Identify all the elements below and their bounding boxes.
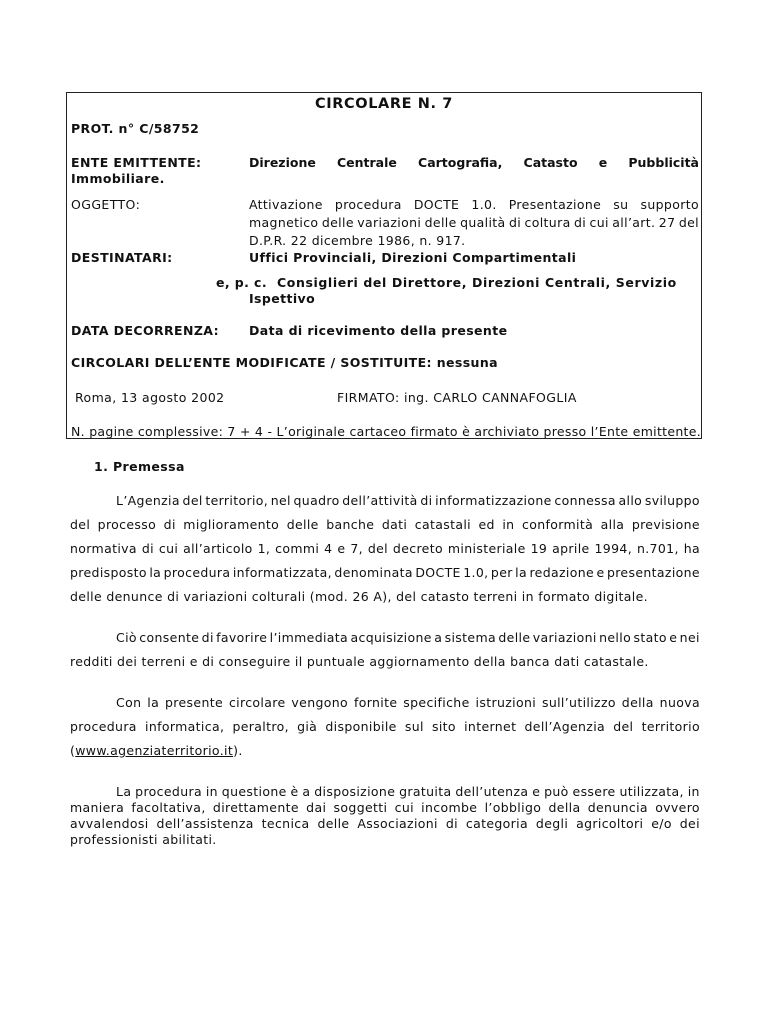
word: favorire bbox=[216, 630, 268, 645]
word: ovvero bbox=[655, 800, 700, 815]
word: nello bbox=[599, 630, 632, 645]
word: informatizzata, bbox=[232, 565, 332, 580]
word: già bbox=[297, 719, 318, 734]
word: normativa bbox=[70, 541, 137, 556]
word: Associazioni bbox=[357, 816, 438, 831]
oggetto-line bbox=[249, 215, 699, 230]
word: dell’assistenza bbox=[156, 816, 254, 831]
paragraph-line bbox=[116, 784, 700, 799]
circolari-modificate: CIRCOLARI DELL’ENTE MODIFICATE / SOSTITUITE: nessuna bbox=[71, 355, 498, 370]
word: nei bbox=[679, 630, 700, 645]
word: nuova bbox=[659, 695, 700, 710]
word: dell’utenza bbox=[455, 784, 529, 799]
destinatari-label: DESTINATARI: bbox=[71, 250, 173, 265]
circular-title: CIRCOLARE N. 7 bbox=[315, 96, 453, 112]
oggetto-line-last: D.P.R. 22 dicembre 1986, n. 917. bbox=[249, 233, 466, 248]
word: degli bbox=[535, 816, 569, 831]
word: dati bbox=[381, 517, 408, 532]
word: l’obbligo bbox=[484, 800, 542, 815]
word: sul bbox=[404, 719, 424, 734]
word: la bbox=[147, 695, 160, 710]
destinatari-value: Uffici Provinciali, Direzioni Compartimentali bbox=[249, 250, 577, 265]
link-paren-open: ( bbox=[70, 743, 76, 758]
word: ha bbox=[683, 541, 700, 556]
paragraph-line-last bbox=[70, 743, 243, 758]
ente-word: Centrale bbox=[336, 155, 397, 170]
paragraph-line bbox=[116, 630, 700, 645]
word: del bbox=[613, 719, 634, 734]
word: categoria bbox=[465, 816, 528, 831]
destinatari-cc: Consiglieri del Direttore, Direzioni Centrali, Servizio bbox=[277, 275, 677, 290]
word: di bbox=[141, 541, 154, 556]
word: coltura bbox=[524, 215, 571, 230]
word: di bbox=[163, 517, 176, 532]
word: dell’attività bbox=[342, 493, 418, 508]
word: avvalendosi bbox=[70, 816, 149, 831]
word: specifiche bbox=[403, 695, 470, 710]
paragraph-line-last: redditi dei terreni e di conseguire il puntuale aggiornamento della banca dati catastale. bbox=[70, 654, 649, 669]
word: processo bbox=[97, 517, 157, 532]
agenzia-website-link[interactable]: www.agenziaterritorio.it bbox=[75, 743, 234, 758]
word: di bbox=[201, 630, 214, 645]
word: incombe bbox=[421, 800, 478, 815]
protocol-number: PROT. n° C/58752 bbox=[71, 121, 200, 136]
word: istruzioni bbox=[475, 695, 537, 710]
word: territorio, bbox=[205, 493, 269, 508]
paragraph-line bbox=[116, 695, 700, 710]
word: di bbox=[420, 493, 433, 508]
word: di bbox=[445, 816, 458, 831]
circular-header-box bbox=[66, 92, 702, 439]
word: stato bbox=[633, 630, 667, 645]
paragraph-line bbox=[70, 517, 700, 532]
word: cui bbox=[589, 215, 609, 230]
word: sito bbox=[432, 719, 456, 734]
word: allo bbox=[618, 493, 643, 508]
word: ministeriale bbox=[447, 541, 526, 556]
word: a bbox=[302, 784, 311, 799]
word: 1994, bbox=[594, 541, 633, 556]
word: a bbox=[434, 630, 443, 645]
word: previsione bbox=[631, 517, 700, 532]
word: banche bbox=[326, 517, 375, 532]
ente-word: e bbox=[598, 155, 608, 170]
word: Ciò bbox=[116, 630, 137, 645]
word: sull’utilizzo bbox=[541, 695, 616, 710]
word: denuncia bbox=[587, 800, 648, 815]
word: e/o bbox=[651, 816, 672, 831]
ente-word: Direzione bbox=[249, 155, 316, 170]
word: variazioni bbox=[532, 630, 597, 645]
ente-word: Cartografia, bbox=[418, 155, 503, 170]
word: 1.0. bbox=[471, 197, 497, 212]
word: del bbox=[678, 215, 699, 230]
destinatari-cc-continued: Ispettivo bbox=[249, 291, 316, 306]
word: procedura bbox=[135, 784, 202, 799]
word: in bbox=[205, 784, 218, 799]
word: connessa bbox=[554, 493, 616, 508]
word: fornite bbox=[353, 695, 398, 710]
word: Con bbox=[116, 695, 142, 710]
word: tecnica bbox=[261, 816, 310, 831]
ente-value bbox=[249, 155, 699, 170]
destinatari-pc-prefix: e, p. c. bbox=[216, 275, 267, 290]
paragraph-line-last: professionisti abilitati. bbox=[70, 832, 217, 847]
word: denominata bbox=[334, 565, 413, 580]
word: magnetico bbox=[249, 215, 319, 230]
word: in bbox=[687, 784, 700, 799]
word: del bbox=[182, 493, 203, 508]
word: alla bbox=[600, 517, 625, 532]
word: aprile bbox=[552, 541, 590, 556]
word: presente bbox=[165, 695, 224, 710]
word: vengono bbox=[291, 695, 349, 710]
word: disposizione bbox=[314, 784, 396, 799]
word: La bbox=[116, 784, 132, 799]
word: conformità bbox=[521, 517, 594, 532]
word: delle bbox=[424, 215, 457, 230]
word: delle bbox=[286, 517, 319, 532]
word: sviluppo bbox=[644, 493, 700, 508]
word: 1.0, bbox=[463, 565, 489, 580]
word: all’articolo bbox=[183, 541, 253, 556]
word: delle bbox=[317, 816, 350, 831]
word: cui bbox=[394, 800, 414, 815]
signed-by: FIRMATO: ing. CARLO CANNAFOGLIA bbox=[337, 390, 577, 405]
word: predisposto bbox=[70, 565, 147, 580]
word: e bbox=[669, 630, 678, 645]
ente-word: Pubblicità bbox=[628, 155, 699, 170]
paragraph-line-last: delle denunce di variazioni colturali (mod. 26 A), del catasto terreni in formato digitale. bbox=[70, 589, 648, 604]
word: sistema bbox=[444, 630, 496, 645]
word: territorio bbox=[641, 719, 700, 734]
word: e bbox=[596, 565, 605, 580]
ente-word: Catasto bbox=[523, 155, 578, 170]
oggetto-line bbox=[249, 197, 699, 212]
oggetto-label: OGGETTO: bbox=[71, 197, 141, 212]
word: L’Agenzia bbox=[116, 493, 180, 508]
word: soggetti bbox=[333, 800, 388, 815]
word: e bbox=[532, 784, 541, 799]
word: del bbox=[367, 541, 389, 556]
word: variazioni bbox=[357, 215, 422, 230]
ente-label: ENTE EMITTENTE: bbox=[71, 155, 202, 170]
word: delle bbox=[498, 630, 531, 645]
word: nel bbox=[270, 493, 291, 508]
word: per bbox=[490, 565, 513, 580]
word: decreto bbox=[392, 541, 443, 556]
word: dell’Agenzia bbox=[524, 719, 606, 734]
place-date: Roma, 13 agosto 2002 bbox=[75, 390, 225, 405]
word: circolare bbox=[228, 695, 286, 710]
link-paren-close: ). bbox=[233, 743, 243, 758]
word: questione bbox=[221, 784, 287, 799]
word: all’art. bbox=[612, 215, 656, 230]
paragraph-line bbox=[70, 541, 700, 556]
word: 7, bbox=[350, 541, 363, 556]
word: internet bbox=[464, 719, 517, 734]
word: 4 bbox=[324, 541, 333, 556]
word: ed bbox=[478, 517, 495, 532]
word: procedura bbox=[163, 565, 231, 580]
oggetto-text bbox=[249, 197, 699, 248]
word: di bbox=[574, 215, 587, 230]
word: DOCTE bbox=[415, 565, 461, 580]
word: procedura bbox=[70, 719, 137, 734]
word: commi bbox=[275, 541, 320, 556]
word: è bbox=[290, 784, 299, 799]
word: facoltativa, bbox=[131, 800, 206, 815]
word: quadro bbox=[293, 493, 340, 508]
word: dai bbox=[306, 800, 327, 815]
word: maniera bbox=[70, 800, 125, 815]
word: su bbox=[613, 197, 629, 212]
word: agricoltori bbox=[576, 816, 644, 831]
word: dei bbox=[679, 816, 700, 831]
word: informatica, bbox=[145, 719, 225, 734]
word: delle bbox=[321, 215, 354, 230]
section-heading: 1. Premessa bbox=[94, 459, 185, 474]
word: della bbox=[621, 695, 654, 710]
word: presentazione bbox=[606, 565, 700, 580]
word: Attivazione bbox=[249, 197, 323, 212]
word: Presentazione bbox=[508, 197, 602, 212]
word: la bbox=[515, 565, 528, 580]
word: può bbox=[544, 784, 569, 799]
word: la bbox=[149, 565, 162, 580]
word: qualità bbox=[460, 215, 506, 230]
word: della bbox=[548, 800, 581, 815]
word: del bbox=[70, 517, 91, 532]
word: disponibile bbox=[325, 719, 397, 734]
word: utilizzata, bbox=[619, 784, 684, 799]
word: l’immediata bbox=[269, 630, 349, 645]
word: 27 bbox=[658, 215, 676, 230]
paragraph-line bbox=[70, 719, 700, 734]
word: di bbox=[508, 215, 522, 230]
word: cui bbox=[158, 541, 179, 556]
word: direttamente bbox=[212, 800, 299, 815]
word: peraltro, bbox=[232, 719, 289, 734]
word: DOCTE bbox=[413, 197, 460, 212]
word: gratuita bbox=[399, 784, 452, 799]
paragraph-line bbox=[116, 493, 700, 508]
word: in bbox=[502, 517, 515, 532]
word: 1, bbox=[257, 541, 271, 556]
word: catastali bbox=[414, 517, 471, 532]
decorrenza-value: Data di ricevimento della presente bbox=[249, 323, 508, 338]
word: miglioramento bbox=[183, 517, 280, 532]
paragraph-line bbox=[70, 565, 700, 580]
word: redazione bbox=[529, 565, 595, 580]
pages-note: N. pagine complessive: 7 + 4 - L’originale cartaceo firmato è archiviato presso l’Ente emittente. bbox=[71, 424, 702, 439]
word: supporto bbox=[640, 197, 699, 212]
word: procedura bbox=[334, 197, 402, 212]
ente-value-continued: Immobiliare. bbox=[71, 171, 165, 186]
decorrenza-label: DATA DECORRENZA: bbox=[71, 323, 219, 338]
word: essere bbox=[572, 784, 616, 799]
paragraph-line bbox=[70, 800, 700, 815]
word: consente bbox=[139, 630, 200, 645]
word: acquisizione bbox=[350, 630, 432, 645]
word: informatizzazione bbox=[435, 493, 552, 508]
word: n.701, bbox=[636, 541, 679, 556]
word: e bbox=[337, 541, 346, 556]
word: 19 bbox=[530, 541, 548, 556]
paragraph-line bbox=[70, 816, 700, 831]
